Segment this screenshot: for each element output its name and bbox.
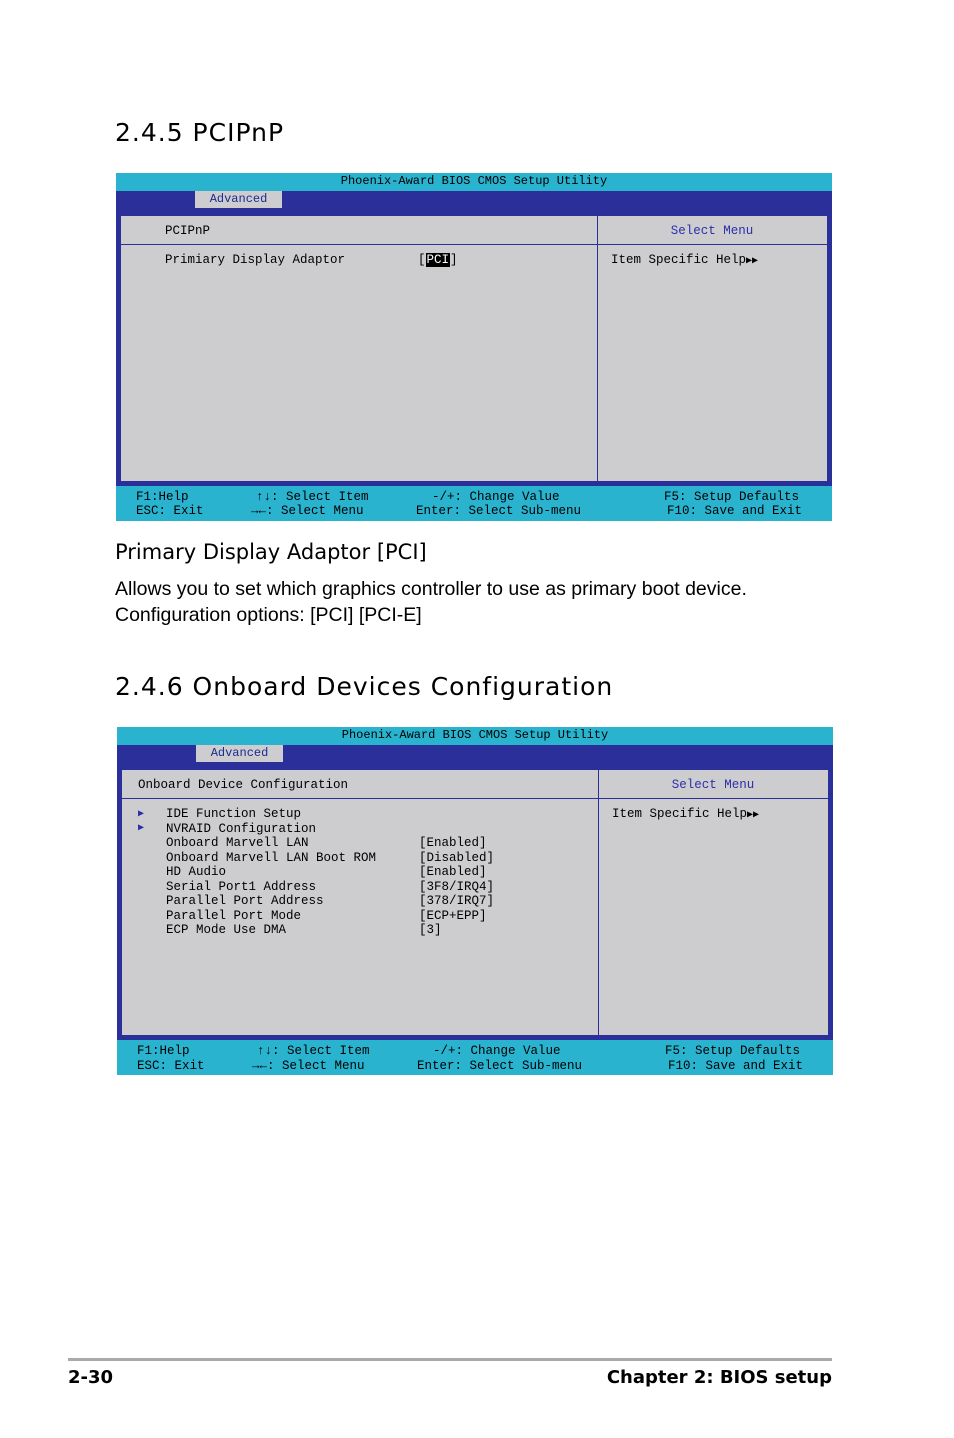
submenu-arrow-icon: ▶ bbox=[138, 823, 145, 834]
setting-onboard-marvell-lan-boot-rom[interactable]: Onboard Marvell LAN Boot ROM bbox=[166, 850, 377, 865]
description-line-2: Configuration options: [PCI] [PCI-E] bbox=[115, 604, 422, 626]
help-label: Item Specific Help bbox=[611, 253, 747, 267]
tab-advanced[interactable]: Advanced bbox=[196, 745, 283, 762]
bios-main-area bbox=[116, 208, 832, 486]
bios-key-legend bbox=[117, 1040, 833, 1075]
panel-header-divider bbox=[122, 798, 828, 799]
setting-ecp-mode-use-dma[interactable]: ECP Mode Use DMA bbox=[166, 923, 287, 937]
key-change-value: -/+: Change Value bbox=[432, 490, 560, 504]
chapter-title: Chapter 2: BIOS setup bbox=[606, 1367, 832, 1388]
page-number: 2-30 bbox=[68, 1367, 114, 1388]
bios-screen-pcipnp bbox=[116, 173, 832, 521]
item-specific-help bbox=[611, 253, 758, 267]
bios-menu-bar bbox=[116, 191, 832, 208]
setting-value[interactable]: [ECP+EPP] bbox=[419, 908, 487, 923]
bios-title-bar: Phoenix-Award BIOS CMOS Setup Utility bbox=[116, 173, 832, 191]
help-arrows-icon: ▶▶ bbox=[746, 256, 759, 267]
panel-header-divider bbox=[121, 244, 827, 245]
setting-value[interactable]: [378/IRQ7] bbox=[419, 894, 495, 908]
help-arrows-icon: ▶▶ bbox=[747, 810, 760, 821]
key-select-menu: →←: Select Menu bbox=[251, 504, 364, 518]
setting-value[interactable]: [3] bbox=[419, 923, 442, 937]
panel-divider bbox=[598, 770, 599, 1035]
bios-menu-bar bbox=[117, 745, 833, 762]
key-f5-defaults: F5: Setup Defaults bbox=[664, 490, 800, 504]
key-f1-help: F1:Help bbox=[137, 1044, 190, 1058]
select-menu-label: Select Menu bbox=[671, 778, 755, 792]
bios-screen-onboard-devices bbox=[117, 727, 833, 1075]
setting-value[interactable]: [3F8/IRQ4] bbox=[419, 879, 495, 894]
footer-rule bbox=[68, 1358, 832, 1361]
bios-title-bar: Phoenix-Award BIOS CMOS Setup Utility bbox=[117, 727, 833, 745]
key-f1-help: F1:Help bbox=[136, 490, 189, 504]
help-label: Item Specific Help bbox=[612, 807, 748, 821]
description-text bbox=[115, 576, 845, 628]
item-specific-help bbox=[612, 807, 759, 821]
key-esc-exit: ESC: Exit bbox=[136, 504, 204, 518]
setting-serial-port1-address[interactable]: Serial Port1 Address bbox=[166, 879, 317, 894]
setting-ide-function-setup[interactable]: IDE Function Setup bbox=[166, 807, 302, 821]
key-change-value: -/+: Change Value bbox=[433, 1044, 561, 1058]
section-title-onboard-devices: 2.4.6 Onboard Devices Configuration bbox=[115, 672, 614, 701]
key-select-item: ↑↓: Select Item bbox=[256, 490, 369, 504]
setting-onboard-marvell-lan[interactable]: Onboard Marvell LAN bbox=[166, 836, 309, 850]
key-f5-defaults: F5: Setup Defaults bbox=[665, 1044, 801, 1058]
key-select-item: ↑↓: Select Item bbox=[257, 1044, 370, 1058]
setting-primary-display-adaptor[interactable]: Primiary Display Adaptor bbox=[165, 253, 346, 267]
setting-hd-audio[interactable]: HD Audio bbox=[166, 865, 227, 879]
tab-advanced[interactable]: Advanced bbox=[195, 191, 282, 208]
setting-parallel-port-mode[interactable]: Parallel Port Mode bbox=[166, 908, 302, 923]
key-select-menu: →←: Select Menu bbox=[252, 1059, 365, 1073]
panel-divider bbox=[597, 216, 598, 481]
key-f10-save-exit: F10: Save and Exit bbox=[668, 1059, 804, 1073]
setting-value[interactable]: [Enabled] bbox=[419, 865, 487, 879]
bios-panel bbox=[120, 215, 828, 482]
setting-value[interactable]: [Enabled] bbox=[419, 836, 487, 850]
panel-header: PCIPnP bbox=[165, 224, 211, 238]
select-menu-label: Select Menu bbox=[670, 224, 754, 238]
selected-value-highlight[interactable]: PCI bbox=[426, 253, 450, 267]
key-select-submenu: Enter: Select Sub-menu bbox=[417, 1059, 583, 1073]
setting-value-primary-display-adaptor[interactable]: [PCI] bbox=[418, 253, 458, 267]
bios-main-area bbox=[117, 762, 833, 1040]
bios-key-legend bbox=[116, 486, 832, 521]
panel-header: Onboard Device Configuration bbox=[138, 778, 349, 792]
key-select-submenu: Enter: Select Sub-menu bbox=[416, 504, 582, 518]
subsection-title: Primary Display Adaptor [PCI] bbox=[115, 540, 427, 564]
description-line-1: Allows you to set which graphics controller to use as primary boot device. bbox=[115, 578, 747, 600]
setting-nvraid-configuration[interactable]: NVRAID Configuration bbox=[166, 821, 317, 836]
setting-parallel-port-address[interactable]: Parallel Port Address bbox=[166, 894, 324, 908]
bios-panel bbox=[121, 769, 829, 1036]
section-title-pcipnp: 2.4.5 PCIPnP bbox=[115, 118, 285, 147]
key-f10-save-exit: F10: Save and Exit bbox=[667, 504, 803, 518]
submenu-arrow-icon: ▶ bbox=[138, 809, 145, 820]
key-esc-exit: ESC: Exit bbox=[137, 1059, 205, 1073]
setting-value[interactable]: [Disabled] bbox=[419, 850, 495, 865]
